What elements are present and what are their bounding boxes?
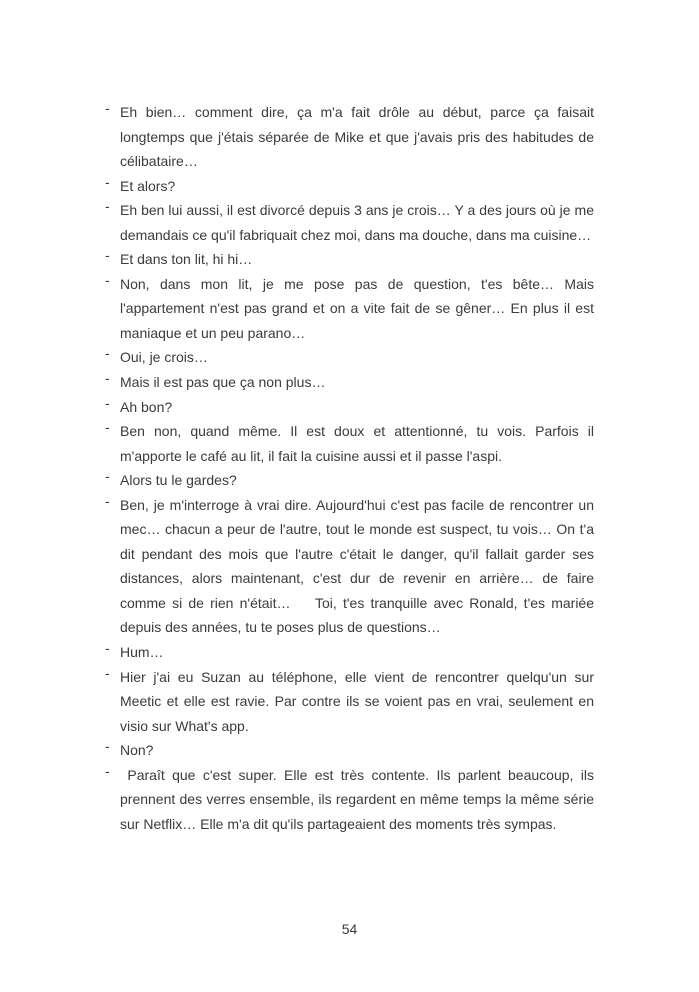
dialogue-dash-marker: - — [105, 419, 110, 436]
dialogue-line — [105, 640, 594, 665]
dialogue-text: Eh bien… comment dire, ça m'a fait drôle au début, parce ça faisait longtemps que j'étais séparée de Mike et que j'avais pris des habitudes de célibataire… — [120, 104, 598, 170]
dialogue-line — [105, 370, 594, 395]
dialogue-line — [105, 198, 598, 247]
dialogue-text: Paraît que c'est super. Elle est très contente. Ils parlent beaucoup, ils prennent des verres ensemble, ils regardent en même temps la même série sur Netflix… Elle m'a dit qu'ils partageaient des moments très sympas. — [120, 766, 598, 832]
dialogue-line — [105, 100, 598, 174]
dialogue-text: Non, dans mon lit, je me pose pas de question, t'es bête… Mais l'appartement n'est pas grand et on a vite fait de se gêner… En plus il est maniaque et un peu parano… — [120, 275, 598, 341]
dialogue-text: Ah bon? — [120, 398, 173, 415]
dialogue-text: Alors tu le gardes? — [120, 472, 237, 489]
dialogue-dash-marker: - — [105, 664, 110, 681]
dialogue-line — [105, 395, 594, 420]
dialogue-text: Et alors? — [120, 177, 176, 194]
dialogue-dash-marker: - — [105, 394, 110, 411]
dialogue-line — [105, 738, 594, 763]
dialogue-line — [105, 247, 594, 272]
dialogue-text: Non? — [120, 742, 154, 759]
dialogue-dash-marker: - — [105, 468, 110, 485]
dialogue-dash-marker: - — [105, 738, 110, 755]
dialogue-text: Hier j'ai eu Suzan au téléphone, elle vient de rencontrer quelqu'un sur Meetic et elle est ravie. Par contre ils se voient pas en vrai, seulement en visio sur What's app. — [120, 668, 598, 734]
dialogue-dash-marker: - — [105, 492, 110, 509]
dialogue-text: Eh ben lui aussi, il est divorcé depuis 3 ans je crois… Y a des jours où je me demandais ce qu'il fabriquait chez moi, dans ma douche, dans ma cuisine… — [120, 202, 598, 243]
page-number: 54 — [341, 921, 358, 937]
dialogue-line — [105, 345, 594, 370]
dialogue-line — [105, 419, 598, 468]
dialogue-list — [105, 100, 598, 836]
dialogue-dash-marker: - — [105, 762, 110, 779]
dialogue-dash-marker: - — [105, 100, 110, 116]
dialogue-line — [105, 664, 598, 739]
dialogue-text: Ben, je m'interroge à vrai dire. Aujourd'hui c'est pas facile de rencontrer un mec… chacun a peur de l'autre, tout le monde est suspect, tu vois… On t'a dit pendant des mois que l'autre c'était le danger, qu'il fallait garder ses distances, alors maintenant, c'est dur de revenir en arrière… de faire comme si de rien n'était… Toi, t'es tranquille avec Ronald, t'es mariée depuis des années, tu te poses plus de questions… — [120, 496, 598, 636]
dialogue-text: Ben non, quand même. Il est doux et attentionné, tu vois. Parfois il m'apporte le café au lit, il fait la cuisine aussi et il passe l'aspi. — [120, 423, 598, 464]
dialogue-dash-marker: - — [105, 247, 110, 264]
dialogue-dash-marker: - — [105, 198, 110, 215]
dialogue-line — [105, 762, 598, 837]
dialogue-line — [105, 271, 598, 346]
dialogue-text: Mais il est pas que ça non plus… — [120, 374, 326, 391]
dialogue-dash-marker: - — [105, 370, 110, 387]
dialogue-line — [105, 492, 598, 640]
dialogue-text: Hum… — [120, 644, 164, 661]
dialogue-dash-marker: - — [105, 271, 110, 288]
dialogue-text: Et dans ton lit, hi hi… — [120, 251, 253, 268]
dialogue-line — [105, 468, 594, 493]
dialogue-dash-marker: - — [105, 640, 110, 657]
dialogue-line — [105, 174, 594, 199]
dialogue-dash-marker: - — [105, 345, 110, 362]
dialogue-text: Oui, je crois… — [120, 349, 208, 366]
dialogue-dash-marker: - — [105, 173, 110, 190]
